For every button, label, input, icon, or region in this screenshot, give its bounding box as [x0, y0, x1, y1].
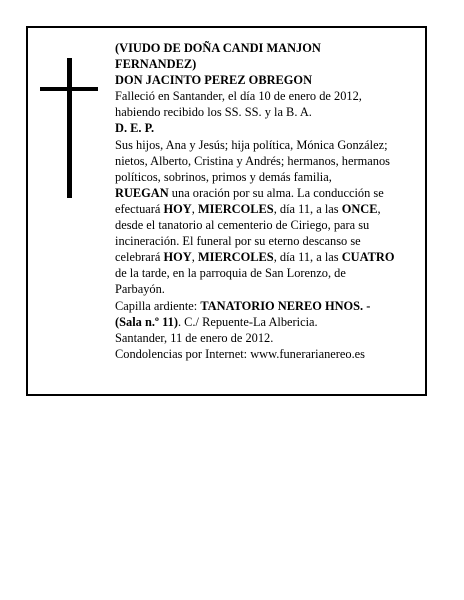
cross-horizontal-bar — [40, 87, 98, 91]
family-line-1: Sus hijos, Ana y Jesús; hija política, Mónica González; — [115, 137, 388, 152]
widower-line-2: FERNANDEZ) — [115, 57, 197, 72]
widower-line-1: (VIUDO DE DOÑA CANDI MANJON — [115, 41, 321, 55]
conduction-line-3: incineración. El funeral por su eterno descanso se — [115, 234, 361, 249]
cross-vertical-bar — [67, 58, 72, 198]
condolences-line: Condolencias por Internet: www.funerarianereo.es — [115, 346, 366, 361]
deceased-name: DON JACINTO PEREZ OBREGON — [115, 73, 313, 88]
hall-line: (Sala n.º 11). C./ Repuente-La Albericia. — [115, 314, 318, 329]
funeral-line-2: de la tarde, en la parroquia de San Lorenzo, de — [115, 266, 346, 281]
date-line: Santander, 11 de enero de 2012. — [115, 330, 274, 345]
obituary-text — [115, 40, 429, 362]
family-line-2: nietos, Alberto, Cristina y Andrés; hermanos, hermanos — [115, 153, 390, 168]
prayer-line: RUEGAN una oración por su alma. La conducción se — [115, 185, 384, 200]
conduction-line-2: desde el tanatorio al cementerio de Ciriego, para su — [115, 218, 370, 233]
chapel-line: Capilla ardiente: TANATORIO NEREO HNOS. - — [115, 298, 371, 313]
death-line-1: Falleció en Santander, el día 10 de enero de 2012, — [115, 89, 362, 104]
death-line-2: habiendo recibido los SS. SS. y la B. A. — [115, 105, 312, 120]
rest-in-peace: D. E. P. — [115, 121, 155, 136]
family-line-3: políticos, sobrinos, primos y demás familia, — [115, 169, 332, 184]
funeral-line-3: Parbayón. — [115, 282, 165, 297]
obituary-notice — [26, 26, 427, 396]
conduction-line: efectuará HOY, MIERCOLES, día 11, a las ONCE, — [115, 201, 381, 216]
funeral-line: celebrará HOY, MIERCOLES, día 11, a las CUATRO — [115, 250, 395, 265]
